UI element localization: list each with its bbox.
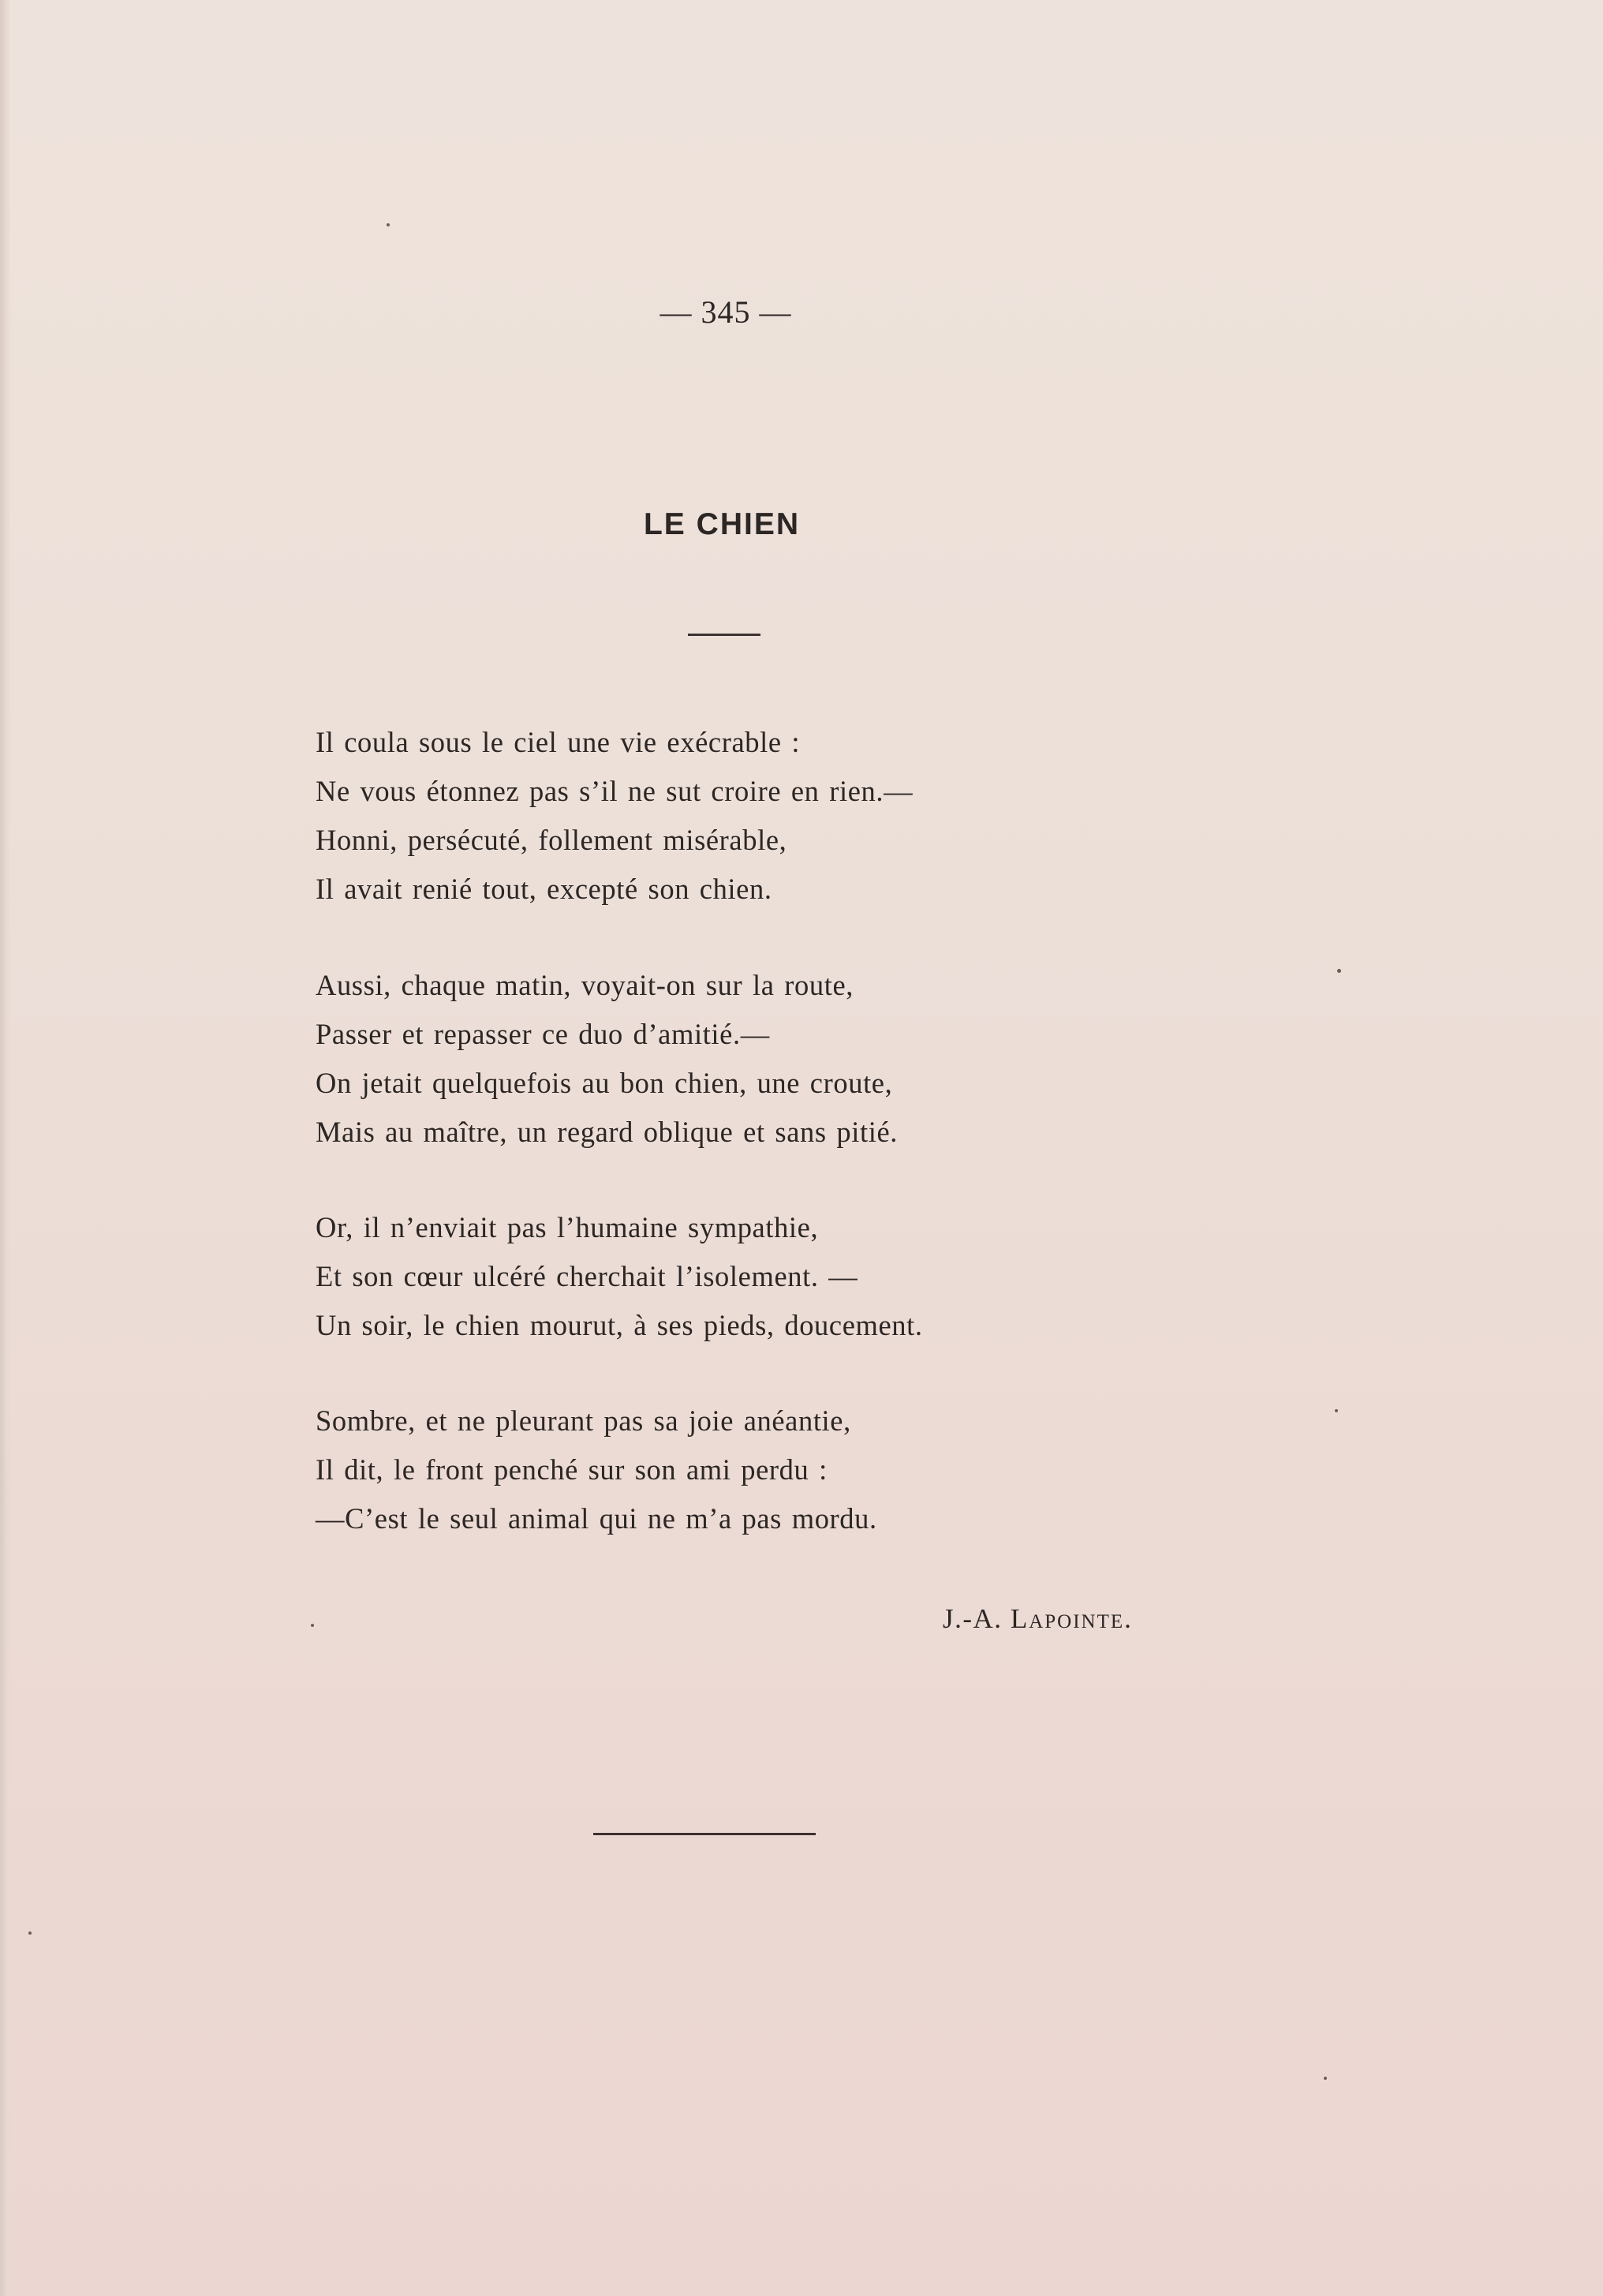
author-surname: Lapointe. bbox=[1010, 1603, 1133, 1634]
author-signature bbox=[943, 1603, 1133, 1635]
stanza bbox=[316, 718, 1104, 914]
poem-line: Mais au maître, un regard oblique et sans pitié. bbox=[316, 1116, 898, 1148]
page-number: — 345 — bbox=[660, 294, 792, 330]
stanza bbox=[316, 961, 1104, 1157]
paper-speck bbox=[1335, 1409, 1338, 1412]
stanza bbox=[316, 1203, 1104, 1350]
poem-line: Il dit, le front penché sur son ami perdu : bbox=[316, 1453, 828, 1486]
poem-line: Un soir, le chien mourut, à ses pieds, doucement. bbox=[316, 1309, 923, 1341]
poem-line: Honni, persécuté, follement misérable, bbox=[316, 824, 787, 856]
poem-line: Aussi, chaque matin, voyait-on sur la route, bbox=[316, 969, 854, 1001]
paper-speck bbox=[28, 1931, 32, 1935]
stanza bbox=[316, 1397, 1104, 1543]
poem-line: Passer et repasser ce duo d’amitié.— bbox=[316, 1018, 770, 1050]
author-initials: J.-A. bbox=[943, 1603, 1003, 1634]
poem-line: Sombre, et ne pleurant pas sa joie anéantie, bbox=[316, 1404, 851, 1437]
paper-speck bbox=[1337, 969, 1341, 973]
title-divider bbox=[688, 634, 760, 636]
poem-line: Et son cœur ulcéré cherchait l’isolement. — bbox=[316, 1260, 858, 1292]
end-divider bbox=[593, 1833, 816, 1835]
poem-line: Or, il n’enviait pas l’humaine sympathie, bbox=[316, 1211, 819, 1243]
page-binding-edge bbox=[0, 0, 11, 2296]
poem-line: Ne vous étonnez pas s’il ne sut croire en rien.— bbox=[316, 775, 914, 807]
poem-line: Il coula sous le ciel une vie exécrable : bbox=[316, 726, 801, 758]
poem-line: Il avait renié tout, excepté son chien. bbox=[316, 873, 772, 905]
poem-line: On jetait quelquefois au bon chien, une croute, bbox=[316, 1067, 893, 1099]
poem-title: LE CHIEN bbox=[643, 507, 800, 541]
paper-speck bbox=[1324, 2077, 1327, 2080]
poem-line: —C’est le seul animal qui ne m’a pas mordu. bbox=[316, 1502, 877, 1535]
paper-speck bbox=[311, 1624, 314, 1627]
paper-speck bbox=[387, 223, 390, 226]
